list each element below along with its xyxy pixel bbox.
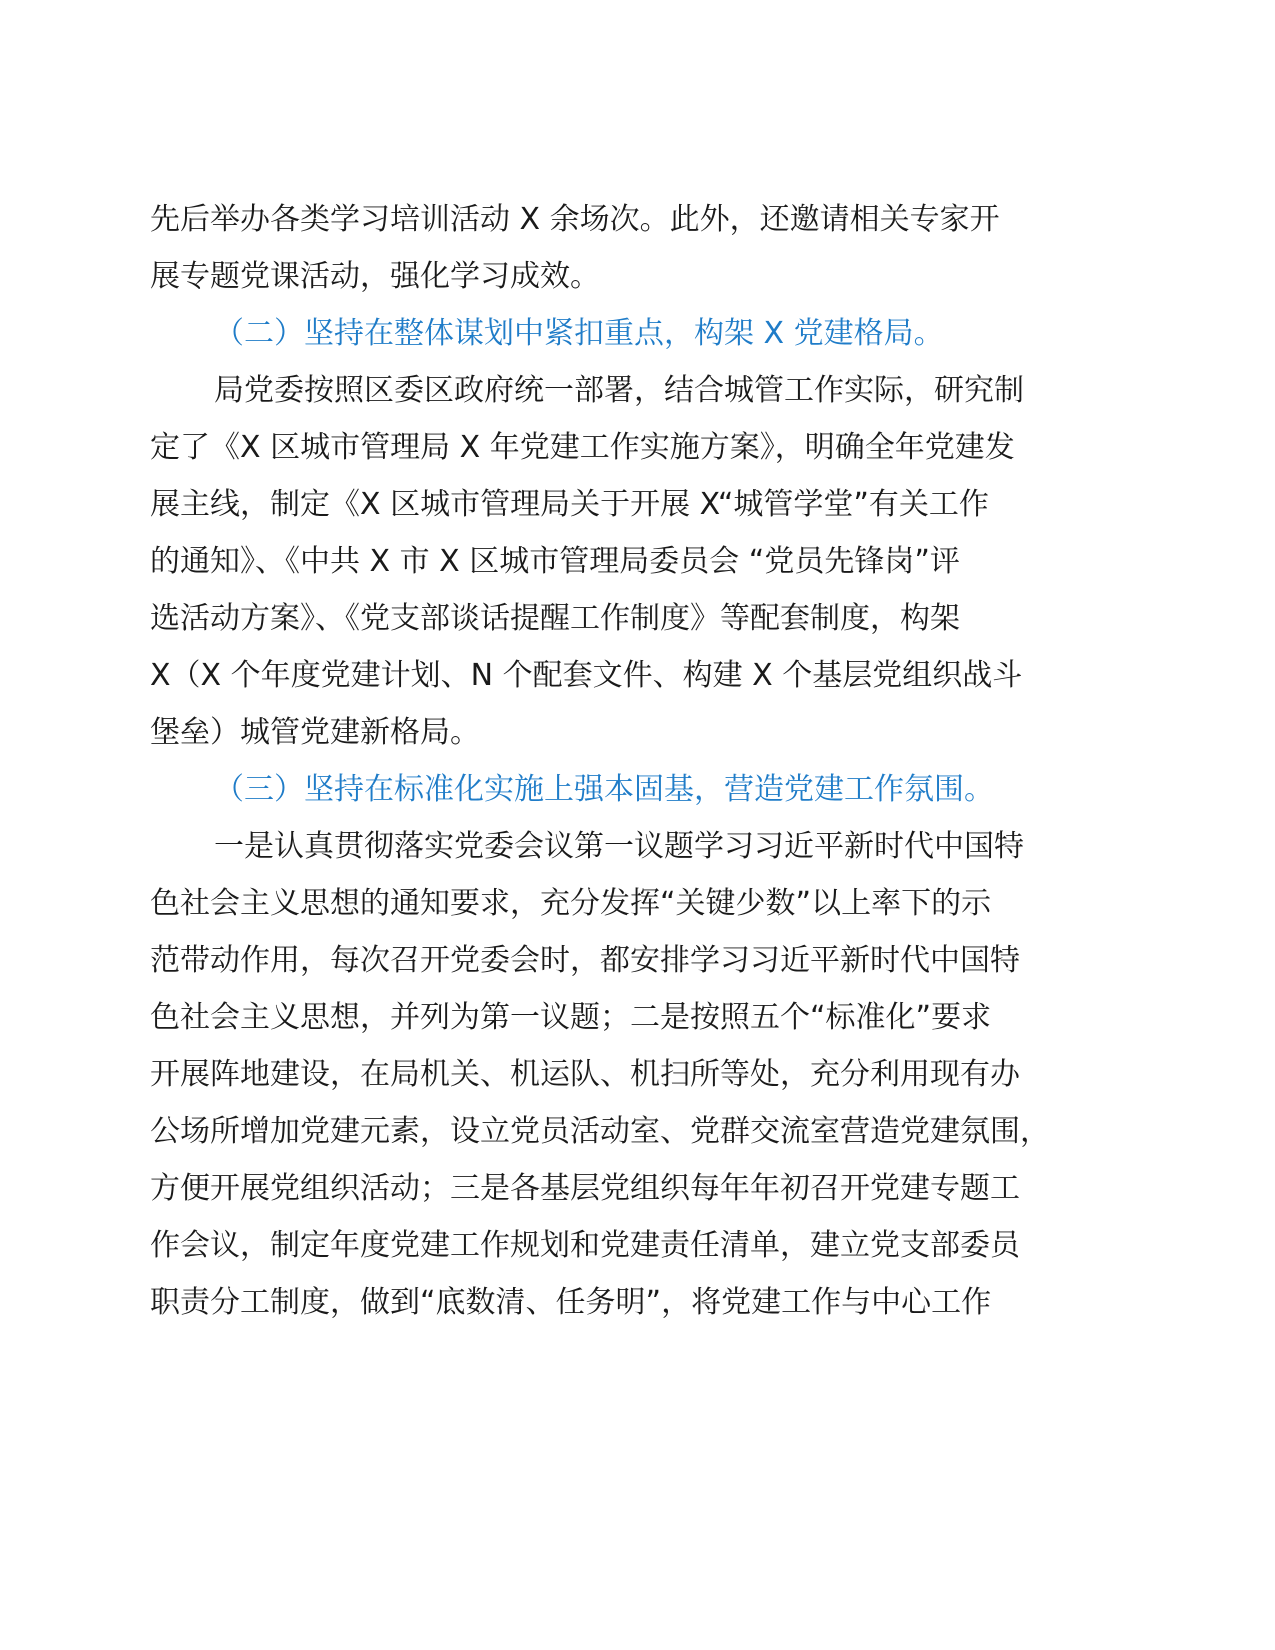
text-line: 一是认真贯彻落实党委会议第一议题学习习近平新时代中国特 [214, 829, 1024, 864]
document-body [150, 191, 1120, 1331]
text-line: 色社会主义思想，并列为第一议题；二是按照五个“标准化”要求 [150, 1000, 992, 1035]
paragraph-section-2 [150, 362, 1120, 761]
paragraph-section-3 [150, 818, 1120, 1331]
text-line: 局党委按照区委区政府统一部署，结合城管工作实际，研究制 [214, 373, 1024, 408]
text-line: 职责分工制度，做到“底数清、任务明”，将党建工作与中心工作 [150, 1285, 992, 1320]
text-line: 色社会主义思想的通知要求，充分发挥“关键少数”以上率下的示 [150, 886, 992, 921]
text-line: 方便开展党组织活动；三是各基层党组织每年年初召开党建专题工 [150, 1171, 1020, 1206]
text-line: X（X 个年度党建计划、N 个配套文件、构建 X 个基层党组织战斗 [150, 658, 1023, 693]
paragraph-continuation [150, 191, 1120, 305]
text-line: 作会议，制定年度党建工作规划和党建责任清单，建立党支部委员 [150, 1228, 1020, 1263]
text-line: 选活动方案》、《党支部谈话提醒工作制度》等配套制度，构架 [150, 601, 960, 636]
section-heading-2 [150, 305, 1120, 362]
heading-text: （二）坚持在整体谋划中紧扣重点，构架 X 党建格局。 [214, 316, 944, 351]
text-line: 展主线，制定《X 区城市管理局关于开展 X“城管学堂”有关工作 [150, 487, 989, 522]
text-line: 开展阵地建设，在局机关、机运队、机扫所等处，充分利用现有办 [150, 1057, 1020, 1092]
heading-text: （三）坚持在标准化实施上强本固基，营造党建工作氛围。 [214, 772, 994, 807]
text-line: 的通知》、《中共 X 市 X 区城市管理局委员会 “党员先锋岗”评 [150, 544, 960, 579]
text-line: 定了《X 区城市管理局 X 年党建工作实施方案》，明确全年党建发 [150, 430, 1015, 465]
section-heading-3 [150, 761, 1120, 818]
text-line: 范带动作用，每次召开党委会时，都安排学习习近平新时代中国特 [150, 943, 1020, 978]
text-line: 先后举办各类学习培训活动 X 余场次。此外，还邀请相关专家开 [150, 202, 1000, 237]
text-line: 公场所增加党建元素，设立党员活动室、党群交流室营造党建氛围， [150, 1114, 1050, 1149]
text-line: 堡垒）城管党建新格局。 [150, 715, 480, 750]
text-line: 展专题党课活动，强化学习成效。 [150, 259, 600, 294]
